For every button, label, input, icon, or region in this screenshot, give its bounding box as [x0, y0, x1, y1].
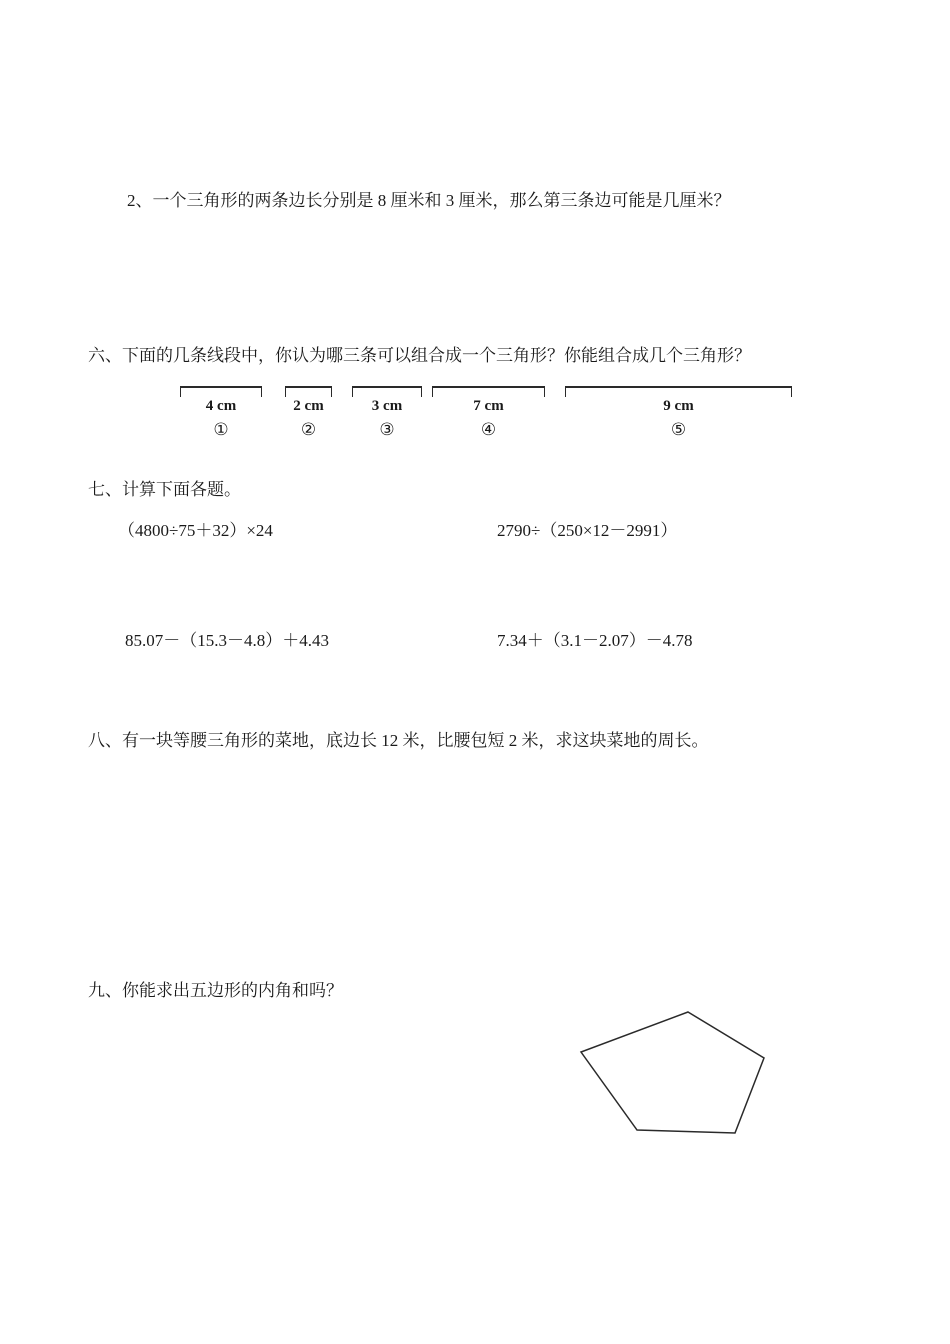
section-7-title: 七、计算下面各题。: [88, 480, 241, 499]
segment-2: [285, 386, 332, 438]
segment-5-number: ⑤: [670, 420, 687, 439]
section-8-text: 八、有一块等腰三角形的菜地，底边长 12 米，比腰包短 2 米，求这块菜地的周长。: [88, 731, 709, 750]
segment-1-line: [180, 386, 262, 397]
segment-3: [352, 386, 422, 438]
section-9-text: 九、你能求出五边形的内角和吗？: [88, 981, 343, 1000]
segment-2-line: [285, 386, 332, 397]
segment-4-line: [432, 386, 545, 397]
section-6-title: 六、下面的几条线段中，你认为哪三条可以组合成一个三角形？你能组合成几个三角形？: [88, 346, 751, 365]
segment-5: [565, 386, 792, 438]
segment-3-number: ③: [379, 420, 395, 439]
pentagon-shape: [581, 1012, 764, 1133]
segment-2-label: 2 cm: [293, 398, 324, 414]
expression-3: 85.07－（15.3－4.8）＋4.43: [125, 631, 329, 650]
segment-3-label: 3 cm: [371, 398, 403, 414]
segment-3-line: [352, 386, 422, 397]
segment-5-label: 9 cm: [663, 398, 694, 414]
segment-4: [432, 386, 545, 438]
segment-1: [180, 386, 262, 438]
expression-1: （4800÷75＋32）×24: [118, 521, 273, 540]
segment-5-line: [565, 386, 792, 397]
segment-4-number: ④: [480, 420, 497, 439]
segment-2-number: ②: [300, 420, 317, 439]
segment-1-label: 4 cm: [205, 398, 237, 414]
pentagon-figure: [568, 1002, 778, 1147]
segment-1-number: ①: [213, 420, 229, 439]
expression-2: 2790÷（250×12－2991）: [497, 521, 678, 540]
segment-4-label: 7 cm: [473, 398, 504, 414]
question-2-text: 2、一个三角形的两条边长分别是 8 厘米和 3 厘米，那么第三条边可能是几厘米？: [127, 191, 731, 210]
expression-4: 7.34＋（3.1－2.07）－4.78: [497, 631, 693, 650]
